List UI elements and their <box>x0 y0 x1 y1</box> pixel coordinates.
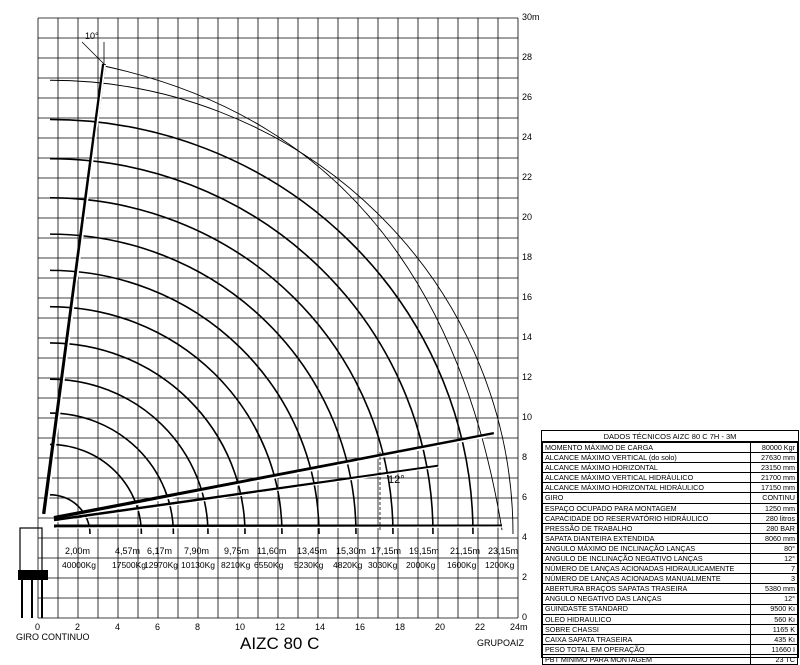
tech-label: ABERTURA BRAÇOS SAPATAS TRASEIRA <box>543 584 751 594</box>
boom-positions <box>44 42 503 530</box>
tech-value: 23 TC <box>751 654 798 664</box>
x-tick-label: 10 <box>235 622 246 632</box>
x-tick-label: 12 <box>275 622 286 632</box>
y-tick-label: 22 <box>522 172 533 182</box>
model-name: AIZC 80 C <box>240 634 320 653</box>
tech-label: GIRO <box>543 493 751 503</box>
tech-row <box>543 574 798 584</box>
load-value: 17500Kg <box>112 560 147 570</box>
tech-label: ESPAÇO OCUPADO PARA MONTAGEM <box>543 503 751 513</box>
reach-arc <box>50 307 282 534</box>
tech-row <box>543 614 798 624</box>
load-radius: 2,00m <box>65 546 91 556</box>
tech-label: ALCANCE MÁXIMO VERTICAL (do solo) <box>543 453 751 463</box>
tech-value: 3 <box>751 574 798 584</box>
tech-value: 12° <box>751 554 798 564</box>
load-radius: 19,15m <box>409 546 440 556</box>
tech-row <box>543 443 798 453</box>
load-radius: 6,17m <box>147 546 173 556</box>
x-tick-label: 8 <box>195 622 201 632</box>
tech-label: OLEO HIDRAULICO <box>543 614 751 624</box>
reach-arc <box>50 119 473 534</box>
tech-value: 27630 mm <box>751 453 798 463</box>
tech-label: SAPATA DIANTEIRA EXTENDIDA <box>543 533 751 543</box>
y-tick-label: 2 <box>522 572 528 582</box>
tech-label: ALCANCE MÁXIMO HORIZONTAL <box>543 463 751 473</box>
y-tick-label: 28 <box>522 52 533 62</box>
reach-arc <box>50 198 393 534</box>
tech-value: 17150 mm <box>751 483 798 493</box>
angle-top-label: 10° <box>85 31 99 41</box>
load-radius: 15,30m <box>336 546 367 556</box>
tech-value: 8060 mm <box>751 533 798 543</box>
load-arcs <box>50 66 513 534</box>
load-radius: 7,90m <box>184 546 210 556</box>
technical-data-table <box>542 442 798 665</box>
load-value: 8210Kg <box>221 560 251 570</box>
y-tick-label: 26 <box>522 92 533 102</box>
tech-row <box>543 543 798 553</box>
tech-row <box>543 624 798 634</box>
tech-value: CONTINU <box>751 493 798 503</box>
load-radius: 13,45m <box>297 546 328 556</box>
tech-row <box>543 483 798 493</box>
x-axis-unit: 24m <box>510 622 528 632</box>
tech-label: NÚMERO DE LANÇAS ACIONADAS HIDRAULICAMENTE <box>543 564 751 574</box>
tech-row <box>543 584 798 594</box>
x-tick-label: 6 <box>155 622 161 632</box>
load-value: 4820Kg <box>333 560 363 570</box>
x-tick-label: 2 <box>75 622 81 632</box>
tech-row <box>543 654 798 664</box>
tech-label: ANGULO DE INCLINAÇÃO NEGATIVO LANÇAS <box>543 554 751 564</box>
tech-row <box>543 594 798 604</box>
tech-label: ANGULO NEGATIVO DAS LANÇAS <box>543 594 751 604</box>
brand-name: GRUPOAIZ <box>477 638 525 648</box>
tech-value: 435 Kı <box>751 634 798 644</box>
tech-value: 12° <box>751 594 798 604</box>
y-tick-label: 20 <box>522 212 533 222</box>
boom-line-inner <box>56 467 439 522</box>
tech-value: 1165 K <box>751 624 798 634</box>
angle-low-label: 12° <box>388 474 405 486</box>
x-tick-label: 20 <box>435 622 446 632</box>
y-tick-label: 4 <box>522 532 528 542</box>
x-tick-label: 4 <box>115 622 121 632</box>
tech-row <box>543 463 798 473</box>
tech-value: 80000 Kgr <box>751 443 798 453</box>
tech-value: 21700 mm <box>751 473 798 483</box>
tech-value: 9500 Kı <box>751 604 798 614</box>
tech-value: 23150 mm <box>751 463 798 473</box>
load-value: 5230Kg <box>294 560 324 570</box>
tech-label: PESO TOTAL EM OPERAÇÃO <box>543 644 751 654</box>
tech-label: MOMENTO MÁXIMO DE CARGA <box>543 443 751 453</box>
reach-arc <box>50 379 208 534</box>
x-tick-label: 0 <box>35 622 41 632</box>
tech-label: CAIXA SAPATA TRASEIRA <box>543 634 751 644</box>
tech-label: ALCANCE MÁXIMO HORIZONTAL HIDRÁULICO <box>543 483 751 493</box>
load-value: 2000Kg <box>406 560 436 570</box>
tech-label: SOBRE CHASSI <box>543 624 751 634</box>
load-value: 12970Kg <box>144 560 179 570</box>
technical-data-title: DADOS TÉCNICOS AIZC 80 C 7H - 3M <box>542 431 798 442</box>
tech-row <box>543 604 798 614</box>
load-value: 3030Kg <box>368 560 398 570</box>
x-tick-label: 22 <box>475 622 486 632</box>
tech-value: 560 Kı <box>751 614 798 624</box>
crane-base <box>18 528 48 618</box>
y-tick-label: 0 <box>522 612 528 622</box>
angle-mark <box>82 42 104 64</box>
load-radius: 21,15m <box>450 546 481 556</box>
tech-label: ANGULO MÁXIMO DE INCLINAÇÃO LANÇAS <box>543 543 751 553</box>
reach-arc <box>50 80 513 534</box>
tech-row <box>543 533 798 543</box>
tech-value: 280 BAR <box>751 523 798 533</box>
load-radius: 9,75m <box>224 546 250 556</box>
tech-row <box>543 523 798 533</box>
tech-label: GUINDASTE STANDARD <box>543 604 751 614</box>
rotation-label: GIRO CONTINUO <box>16 632 90 642</box>
load-radius: 4,57m <box>115 546 141 556</box>
tech-label: ALCANCE MÁXIMO VERTICAL HIDRÁULICO <box>543 473 751 483</box>
tech-row <box>543 503 798 513</box>
load-radius: 11,60m <box>257 546 287 556</box>
load-value: 6550Kg <box>254 560 284 570</box>
tech-row <box>543 513 798 523</box>
y-tick-label: 12 <box>522 372 533 382</box>
load-value: 1200Kg <box>485 560 515 570</box>
tech-row <box>543 473 798 483</box>
tech-label: PBT MINIMO PARA MONTAGEM <box>543 654 751 664</box>
boom-line <box>44 64 104 514</box>
tech-row <box>543 644 798 654</box>
y-axis-unit: 30m <box>522 12 540 22</box>
tech-value: 5380 mm <box>751 584 798 594</box>
tech-label: NÚMERO DE LANÇAS ACIONADAS MANUALMENTE <box>543 574 751 584</box>
y-tick-label: 6 <box>522 492 528 502</box>
tech-row <box>543 634 798 644</box>
tech-row <box>543 564 798 574</box>
y-tick-label: 16 <box>522 292 533 302</box>
tech-label: PRESSÃO DE TRABALHO <box>543 523 751 533</box>
x-tick-label: 16 <box>355 622 366 632</box>
y-tick-label: 8 <box>522 452 528 462</box>
load-radius: 23,15m <box>488 546 519 556</box>
x-tick-label: 18 <box>395 622 406 632</box>
y-tick-label: 18 <box>522 252 533 262</box>
load-value: 1600Kg <box>447 560 477 570</box>
y-tick-label: 10 <box>522 412 533 422</box>
technical-data-panel <box>541 430 799 664</box>
load-value: 10130Kg <box>181 560 216 570</box>
tech-row <box>543 554 798 564</box>
y-tick-label: 14 <box>522 332 533 342</box>
load-value: 40000Kg <box>62 560 97 570</box>
y-tick-label: 24 <box>522 132 533 142</box>
tech-value: 11660 I <box>751 644 798 654</box>
tech-value: 7 <box>751 564 798 574</box>
load-radius: 17,15m <box>371 546 402 556</box>
tech-value: 80° <box>751 543 798 553</box>
x-tick-label: 14 <box>315 622 326 632</box>
tech-value: 1250 mm <box>751 503 798 513</box>
tech-row <box>543 453 798 463</box>
tech-value: 280 litros <box>751 513 798 523</box>
tech-label: CAPACIDADE DO RESERVATÓRIO HIDRÁULICO <box>543 513 751 523</box>
tech-row <box>543 493 798 503</box>
reach-arc <box>50 343 245 534</box>
